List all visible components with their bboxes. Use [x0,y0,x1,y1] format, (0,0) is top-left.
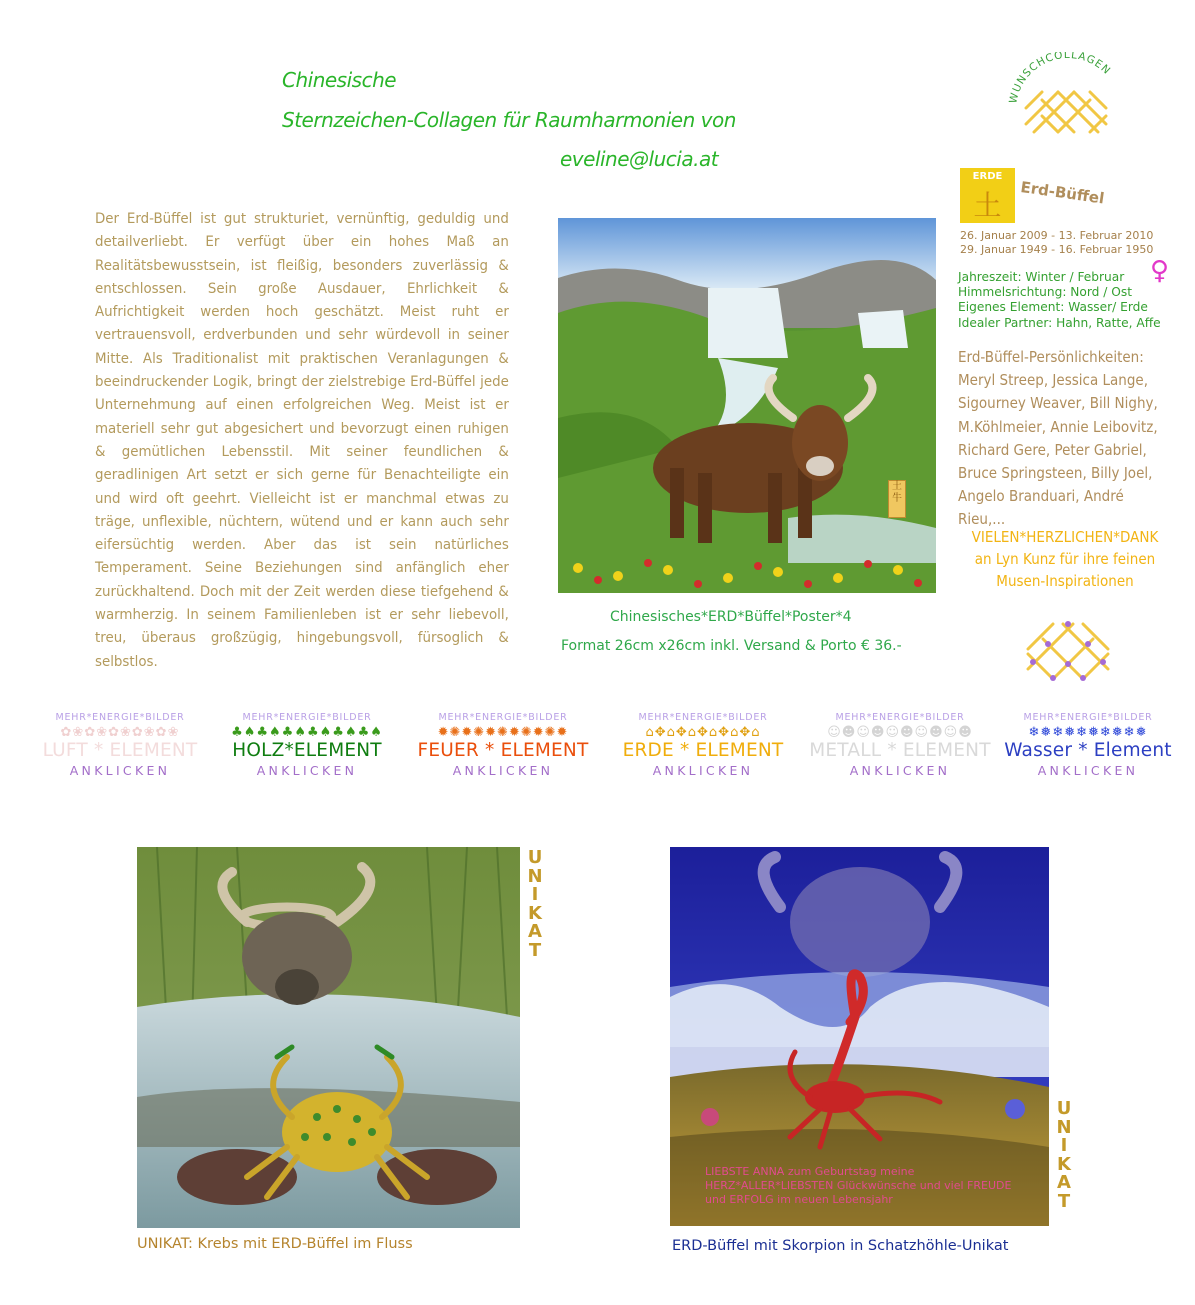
element-link-erde[interactable] [608,712,798,778]
element-click-label: ANKLICKEN [1037,763,1139,778]
sign-dates-1: 26. Januar 2009 - 13. Februar 2010 [960,229,1154,242]
logo-text: WUNSCHCOLLAGEN [1007,52,1113,105]
poster-format: Format 26cm x26cm inkl. Versand & Porto € 36.- [561,638,902,654]
element-name: Wasser * Element [1004,740,1172,761]
element-top-label: MEHR*ENERGIE*BILDER [1023,712,1153,723]
gallery-caption-krebs: UNIKAT: Krebs mit ERD-Büffel im Fluss [137,1236,413,1252]
erde-badge-label: ERDE [972,171,1003,182]
female-symbol-icon: ♀ [1150,256,1170,286]
element-name: HOLZ*ELEMENT [232,740,382,761]
element-click-label: ANKLICKEN [652,763,754,778]
element-name: LUFT * ELEMENT [42,740,198,761]
personality-line: Meryl Streep, Jessica Lange, [958,371,1149,390]
element-click-label: ANKLICKEN [69,763,171,778]
element-click-label: ANKLICKEN [452,763,554,778]
element-top-label: MEHR*ENERGIE*BILDER [638,712,768,723]
personality-line: Bruce Springsteen, Billy Joel, [958,464,1153,483]
element-link-wasser[interactable] [993,712,1183,778]
element-link-holz[interactable] [212,712,402,778]
sign-element: Eigenes Element: Wasser/ Erde [958,300,1148,314]
thanks-line-3: Musen-Inspirationen [996,572,1134,590]
skorpion-inscription: LIEBSTE ANNA zum Geburtstag meine HERZ*ALLER*LIEBSTEN Glückwünsche und viel FREUDE und ERFOLG im neuen Lebensjahr [705,1165,1012,1206]
personalities-heading: Erd-Büffel-Persönlichkeiten: [958,348,1144,366]
element-top-label: MEHR*ENERGIE*BILDER [55,712,185,723]
description-text: Der Erd-Büffel ist gut strukturiet, vernünftig, geduldig und detailverliebt. Er verfügt über ein hohes Maß an Realitätsbewusstsein, ist fleißig, besonders zuverlässig & entschlossen. Sein große Ausdauer, Ehrlichkeit & Aufrichtigkeit werden hoch geschätzt. Meist ruht er vertrauensvoll, erdverbunden und sehr würdevoll in seiner Mitte. Als Traditionalist mit praktischen Veranlagungen & beeindruckender Logik, bringt der zielstrebige Erd-Büffel jede Unternehmung auf einen erfolgreichen Weg. Meist ist er materiell sehr gut abgesichert und bevorzugt einen ruhigen & gemütlichen Lebensstil. Mit seiner feundlichen & geradlinigen Art setzt er sich gerne für Benachteiligte ein und wird oft geehrt. Vielleicht ist er manchmal etwas zu träge, unflexible, nüchtern, wütend und er kann auch sehr eifersüchtig werden. Aber das ist sein natürliches Temperament. Seine Beziehungen sind anfänglich eher zurückhaltend. Doch mit der Zeit werden diese tiefgehend & warmherzig. In seinem Familienleben ist er sehr liebevoll, treu, überaus großzügig, hingebungsvoll, fürsoglich & selbstlos. [95,211,509,670]
header-line-1: Chinesische [282,68,397,92]
header-line-2: Sternzeichen-Collagen für Raumharmonien von [282,108,736,132]
element-top-label: MEHR*ENERGIE*BILDER [438,712,568,723]
svg-text:WUNSCHCOLLAGEN [1007,52,1113,105]
element-pattern: ♣♠♣♠♣♠♣♠♣♠♣♠ [231,725,383,740]
personality-line: Richard Gere, Peter Gabriel, [958,440,1147,459]
sign-dates-2: 29. Januar 1949 - 16. Februar 1950 [960,243,1154,256]
element-pattern: ✹✺✹✺✹✺✹✺✹✺✹ [437,725,569,740]
sign-season: Jahreszeit: Winter / Februar [958,270,1125,284]
element-pattern: ⌂✥⌂✥⌂✥⌂✥⌂✥⌂ [645,725,761,740]
element-pattern: ❄❅❄❅❄❅❄❅❄❅ [1028,725,1148,740]
element-link-metall[interactable] [805,712,995,778]
thanks-line-1: VIELEN*HERZLICHEN*DANK [971,528,1159,546]
sign-partner: Idealer Partner: Hahn, Ratte, Affe [958,316,1161,330]
unikat-label-left [527,849,547,960]
gallery-caption-skorpion: ERD-Büffel mit Skorpion in Schatzhöhle-Unikat [672,1238,1009,1254]
unikat-label-right [1056,1100,1076,1211]
unikat-letters: UNIKAT [1056,1098,1072,1212]
element-click-label: ANKLICKEN [849,763,951,778]
poster-image[interactable] [558,218,936,593]
erde-badge-glyph: 土 [973,189,1002,222]
thanks-block [957,526,1173,592]
element-link-luft[interactable] [25,712,215,778]
gallery-image-krebs[interactable] [137,847,520,1228]
personality-line: Angelo Branduari, André Rieu,... [958,487,1124,529]
poster-caption: Chinesisches*ERD*Büffel*Poster*4 [610,609,852,625]
thanks-line-2: an Lyn Kunz für ihre feinen [974,550,1156,568]
gallery-image-skorpion[interactable] [670,847,1049,1226]
personalities-block [958,346,1174,532]
element-top-label: MEHR*ENERGIE*BILDER [835,712,965,723]
element-pattern: ✿❀✿❀✿❀✿❀✿❀ [60,725,180,740]
element-name: METALL * ELEMENT [809,740,991,761]
personality-line: Sigourney Weaver, Bill Nighy, [958,394,1158,413]
element-name: ERDE * ELEMENT [622,740,784,761]
element-name: FEUER * ELEMENT [417,740,589,761]
unikat-letters: UNIKAT [527,847,543,961]
element-pattern: ☺☻☺☻☺☻☺☻☺☻ [827,725,973,740]
personality-line: M.Köhlmeier, Annie Leibovitz, [958,417,1158,436]
element-click-label: ANKLICKEN [256,763,358,778]
wunschcollagen-logo[interactable] [1002,52,1132,152]
header-email[interactable]: eveline@lucia.at [560,147,719,171]
element-top-label: MEHR*ENERGIE*BILDER [242,712,372,723]
erde-element-badge [960,168,1015,223]
element-link-feuer[interactable] [408,712,598,778]
lattice-ornament-icon [1018,614,1118,684]
poster-stamp: 土 牛 [888,480,906,518]
sign-title: Erd-Büffel [1019,178,1106,208]
sign-direction: Himmelsrichtung: Nord / Ost [958,285,1132,299]
